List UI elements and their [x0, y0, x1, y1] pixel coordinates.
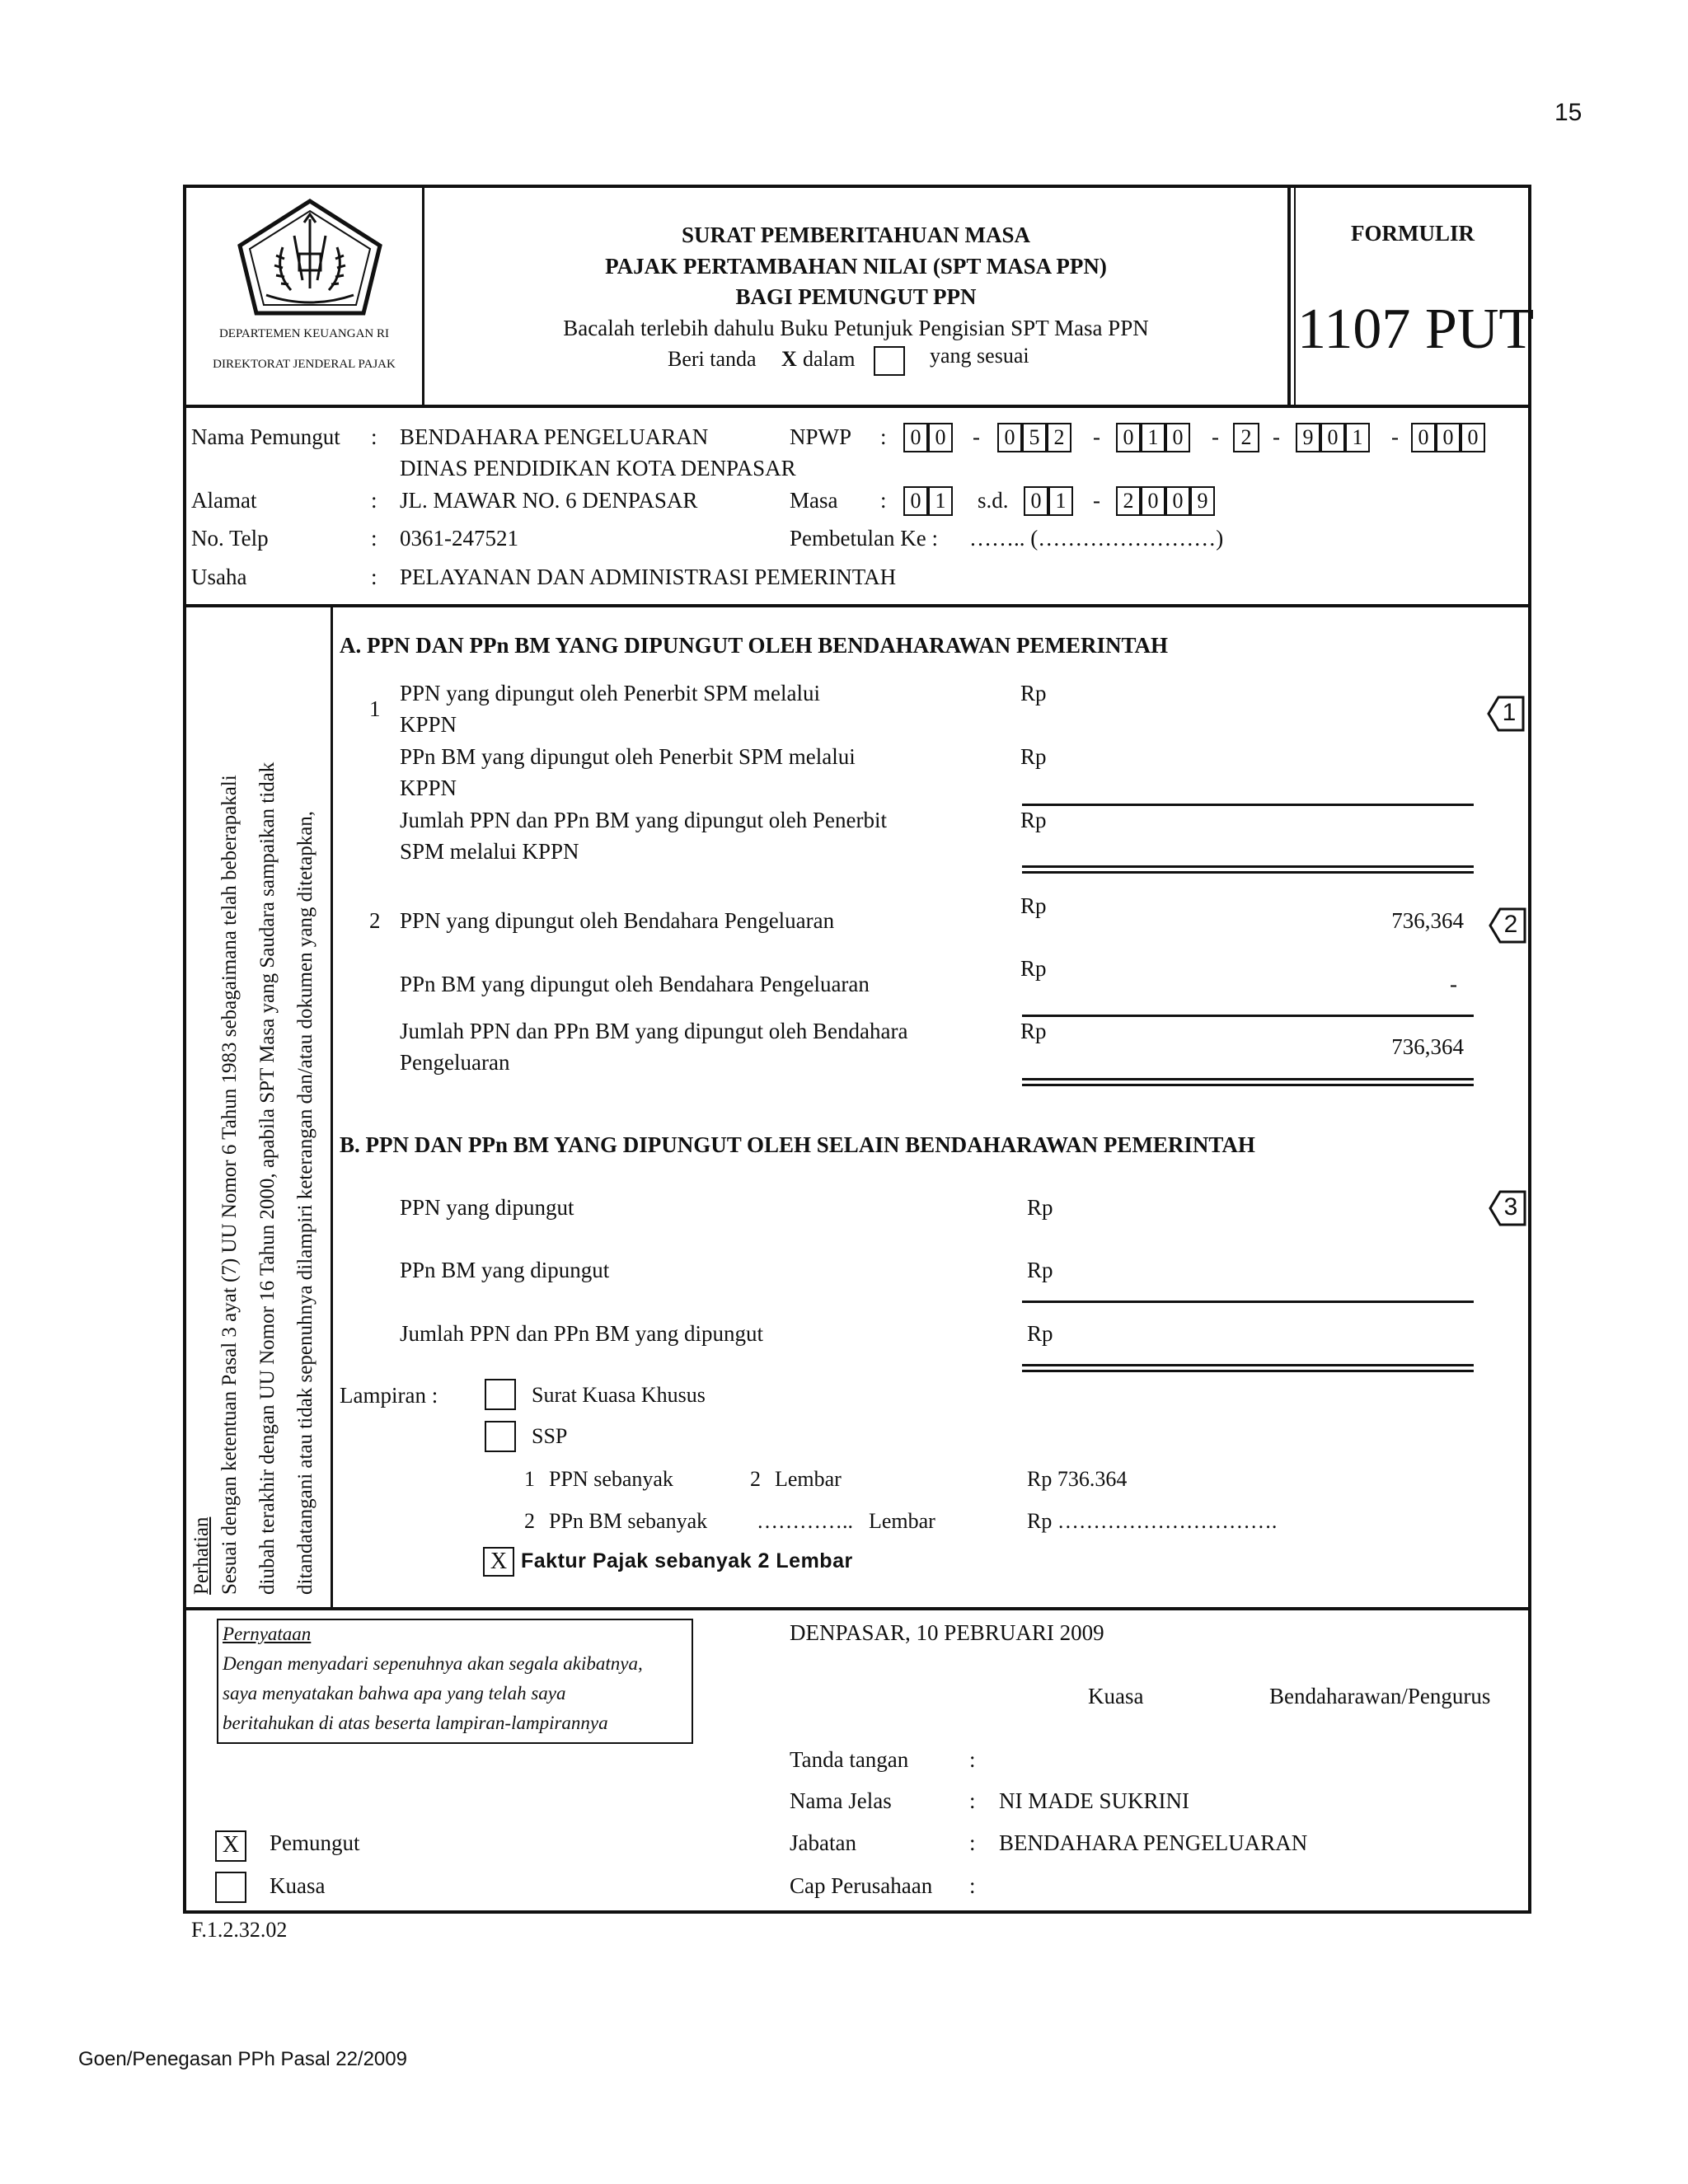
divider	[183, 604, 1531, 607]
npwp-dash: -	[1212, 424, 1219, 449]
divider	[1287, 185, 1291, 406]
lampiran-label: Lampiran :	[340, 1383, 438, 1408]
tag-2-label: 2	[1503, 911, 1518, 938]
nama-value-2: DINAS PENDIDIKAN KOTA DENPASAR	[400, 456, 796, 480]
checkbox-faktur[interactable]: X	[483, 1547, 514, 1577]
total-line	[1022, 871, 1474, 874]
ppn-number: 1	[524, 1467, 535, 1491]
npwp-digit: 0	[1411, 423, 1436, 452]
ppn-amount: Rp 736.364	[1027, 1467, 1128, 1491]
npwp-digit: 2	[1047, 423, 1071, 452]
side-note-line-1: Sesuai dengan ketentuan Pasal 3 ayat (7) UU Nomor 6 Tahun 1983 sebagaimana telah beberapakali	[218, 775, 241, 1595]
ppnbm-unit: Lembar	[869, 1509, 935, 1533]
npwp-digit: 0	[928, 423, 953, 452]
kuasa-column: Kuasa	[1088, 1684, 1144, 1708]
colon: :	[969, 1788, 976, 1813]
masa-to-digit: 0	[1024, 486, 1048, 516]
section-a-title: A. PPN DAN PPn BM YANG DIPUNGUT OLEH BENDAHARAWAN PEMERINTAH	[340, 633, 1169, 658]
total-line	[1022, 1084, 1474, 1086]
masa-dash: -	[1093, 488, 1100, 513]
checkbox-ssp[interactable]	[485, 1421, 516, 1452]
bendahara-column: Bendaharawan/Pengurus	[1269, 1684, 1491, 1708]
ppn-count: 2	[750, 1467, 761, 1491]
ppn-label: PPN sebanyak	[549, 1467, 673, 1491]
ppnbm-count: …………..	[757, 1509, 853, 1533]
ministry-emblem-icon	[233, 198, 387, 321]
pernyataan-line-2: saya menyatakan bahwa apa yang telah saya	[223, 1683, 566, 1704]
masa-year-digit: 2	[1116, 486, 1141, 516]
row-1a-line-1: PPN yang dipungut oleh Penerbit SPM melalui	[400, 681, 820, 705]
colon: :	[880, 424, 887, 449]
masa-year-digit: 0	[1141, 486, 1165, 516]
mark-prefix: Beri tanda	[668, 347, 757, 371]
form-code: F.1.2.32.02	[191, 1918, 288, 1942]
row-2c-line-2: Pengeluaran	[400, 1050, 510, 1075]
side-note	[185, 622, 330, 1595]
checkbox-pemungut[interactable]: X	[215, 1830, 246, 1862]
nama-value-1: BENDAHARA PENGELUARAN	[400, 424, 709, 449]
dept-line-1: DEPARTEMEN KEUANGAN RI	[218, 327, 390, 340]
colon: :	[969, 1830, 976, 1855]
cap-label: Cap Perusahaan	[790, 1873, 933, 1898]
ppnbm-label: PPn BM sebanyak	[549, 1509, 708, 1533]
instruction-text: Bacalah terlebih dahulu Buku Petunjuk Pengisian SPT Masa PPN	[563, 316, 1149, 340]
jabatan-value: BENDAHARA PENGELUARAN	[999, 1830, 1308, 1855]
masa-from-digit: 1	[928, 486, 953, 516]
npwp-digit: 0	[903, 423, 928, 452]
masa-sd: s.d.	[978, 488, 1009, 513]
pernyataan-line-1: Dengan menyadari sepenuhnya akan segala akibatnya,	[223, 1653, 643, 1674]
pernyataan-line-3: beritahukan di atas beserta lampiran-lampirannya	[223, 1713, 608, 1733]
dept-line-2: DIREKTORAT JENDERAL PAJAK	[213, 358, 396, 371]
row-2c-value: 736,364	[1391, 1034, 1464, 1059]
section-b-row-2: PPn BM yang dipungut	[400, 1258, 610, 1282]
row-1c-line-1: Jumlah PPN dan PPn BM yang dipungut oleh Penerbit	[400, 808, 888, 832]
tag-1-label: 1	[1502, 699, 1517, 726]
total-line	[1022, 865, 1474, 868]
sum-line	[1022, 1301, 1474, 1303]
row-number-2: 2	[369, 908, 381, 933]
side-note-title: Perhatian	[190, 1516, 213, 1595]
ppnbm-amount: Rp ………………………….	[1027, 1509, 1278, 1533]
mark-middle: dalam	[803, 347, 856, 371]
total-line	[1022, 1078, 1474, 1080]
rp-label: Rp	[1020, 1019, 1047, 1043]
pembetulan-value: …….. (……………………)	[969, 526, 1224, 551]
npwp-digit: 9	[1296, 423, 1320, 452]
colon: :	[969, 1873, 976, 1898]
npwp-dash: -	[1093, 424, 1100, 449]
npwp-digit: 0	[1116, 423, 1141, 452]
npwp-digit: 5	[1022, 423, 1047, 452]
colon: :	[371, 565, 377, 589]
section-b-title: B. PPN DAN PPn BM YANG DIPUNGUT OLEH SELAIN BENDAHARAWAN PEMERINTAH	[340, 1132, 1255, 1157]
section-b-row-1: PPN yang dipungut	[400, 1195, 574, 1220]
rp-label: Rp	[1020, 744, 1047, 769]
npwp-dash: -	[973, 424, 980, 449]
rp-label: Rp	[1020, 893, 1047, 918]
row-2c-line-1: Jumlah PPN dan PPn BM yang dipungut oleh Bendahara	[400, 1019, 908, 1043]
sum-line	[1022, 1015, 1474, 1017]
nama-jelas-value: NI MADE SUKRINI	[999, 1788, 1189, 1813]
total-line	[1022, 1364, 1474, 1366]
pembetulan-label: Pembetulan Ke :	[790, 526, 938, 551]
kuasa-label: Kuasa	[270, 1873, 326, 1898]
form-title-2: PAJAK PERTAMBAHAN NILAI (SPT MASA PPN)	[605, 254, 1107, 279]
npwp-digit: 0	[997, 423, 1022, 452]
jabatan-label: Jabatan	[790, 1830, 856, 1855]
npwp-label: NPWP	[790, 424, 852, 449]
total-line	[1022, 1370, 1474, 1372]
page-number: 15	[1554, 99, 1582, 126]
pemungut-label: Pemungut	[270, 1830, 360, 1855]
row-2b-label: PPn BM yang dipungut oleh Bendahara Pengeluaran	[400, 972, 870, 996]
nama-jelas-label: Nama Jelas	[790, 1788, 892, 1813]
masa-year-digit: 0	[1165, 486, 1190, 516]
nama-label: Nama Pemungut	[191, 424, 340, 449]
pernyataan-title: Pernyataan	[223, 1624, 312, 1644]
npwp-digit: 1	[1345, 423, 1370, 452]
footer-note: Goen/Penegasan PPh Pasal 22/2009	[78, 2048, 407, 2070]
form-title-1: SURAT PEMBERITAHUAN MASA	[681, 223, 1031, 247]
row-2a-label: PPN yang dipungut oleh Bendahara Pengeluaran	[400, 908, 835, 933]
masa-from-digit: 0	[903, 486, 928, 516]
rp-label: Rp	[1020, 956, 1047, 981]
lampiran-item-1: Surat Kuasa Khusus	[532, 1383, 706, 1407]
npwp-dash: -	[1391, 424, 1399, 449]
section-b-row-3: Jumlah PPN dan PPn BM yang dipungut	[400, 1321, 764, 1346]
alamat-label: Alamat	[191, 488, 257, 513]
masa-label: Masa	[790, 488, 838, 513]
rp-label: Rp	[1027, 1195, 1053, 1220]
usaha-label: Usaha	[191, 565, 247, 589]
npwp-digit: 0	[1320, 423, 1345, 452]
faktur-label: Faktur Pajak sebanyak 2 Lembar	[521, 1549, 853, 1572]
masa-year-digit: 9	[1190, 486, 1215, 516]
divider	[183, 405, 1531, 408]
npwp-digit: 0	[1165, 423, 1190, 452]
formulir-number: 1107 PUT	[1297, 298, 1535, 361]
ppn-unit: Lembar	[775, 1467, 842, 1491]
colon: :	[969, 1747, 976, 1772]
row-1c-line-2: SPM melalui KPPN	[400, 839, 579, 864]
row-2a-value: 736,364	[1391, 908, 1464, 933]
ppnbm-number: 2	[524, 1509, 535, 1533]
checkbox-kuasa[interactable]	[215, 1872, 246, 1903]
mark-x: X	[781, 347, 797, 371]
divider	[1294, 185, 1296, 406]
checkbox-surat-kuasa[interactable]	[485, 1379, 516, 1410]
divider	[183, 1607, 1531, 1610]
usaha-value: PELAYANAN DAN ADMINISTRASI PEMERINTAH	[400, 565, 897, 589]
form-title-3: BAGI PEMUNGUT PPN	[735, 284, 977, 309]
side-note-line-2: diubah terakhir dengan UU Nomor 16 Tahun 2000, apabila SPT Masa yang Saudara sampaikan tidak	[256, 762, 279, 1595]
tag-3-label: 3	[1503, 1193, 1518, 1221]
npwp-digit: 1	[1141, 423, 1165, 452]
row-1b-line-2: KPPN	[400, 776, 457, 800]
row-2b-value: -	[1450, 972, 1457, 996]
telp-value: 0361-247521	[400, 526, 518, 551]
row-1a-line-2: KPPN	[400, 712, 457, 737]
rp-label: Rp	[1027, 1321, 1053, 1346]
legend-checkbox	[874, 346, 905, 376]
colon: :	[371, 424, 377, 449]
row-1b-line-1: PPn BM yang dipungut oleh Penerbit SPM melalui	[400, 744, 856, 769]
npwp-digit: 0	[1436, 423, 1461, 452]
colon: :	[880, 488, 887, 513]
place-date: DENPASAR, 10 PEBRUARI 2009	[790, 1620, 1104, 1645]
colon: :	[371, 526, 377, 551]
npwp-digit: 0	[1461, 423, 1485, 452]
side-note-line-3: ditandatangani atau tidak sepenuhnya dilampiri keterangan dan/atau dokumen yang ditetapkan,	[294, 810, 316, 1595]
formulir-label: FORMULIR	[1351, 221, 1475, 246]
npwp-dash: -	[1273, 424, 1280, 449]
divider	[331, 606, 333, 1610]
alamat-value: JL. MAWAR NO. 6 DENPASAR	[400, 488, 698, 513]
masa-to-digit: 1	[1048, 486, 1073, 516]
npwp-digit: 2	[1233, 423, 1259, 452]
lampiran-item-2: SSP	[532, 1424, 568, 1448]
ttd-label: Tanda tangan	[790, 1747, 909, 1772]
colon: :	[371, 488, 377, 513]
telp-label: No. Telp	[191, 526, 269, 551]
sum-line	[1022, 804, 1474, 806]
rp-label: Rp	[1020, 681, 1047, 705]
mark-suffix: yang sesuai	[930, 344, 1029, 368]
row-number-1: 1	[369, 696, 381, 721]
rp-label: Rp	[1027, 1258, 1053, 1282]
rp-label: Rp	[1020, 808, 1047, 832]
